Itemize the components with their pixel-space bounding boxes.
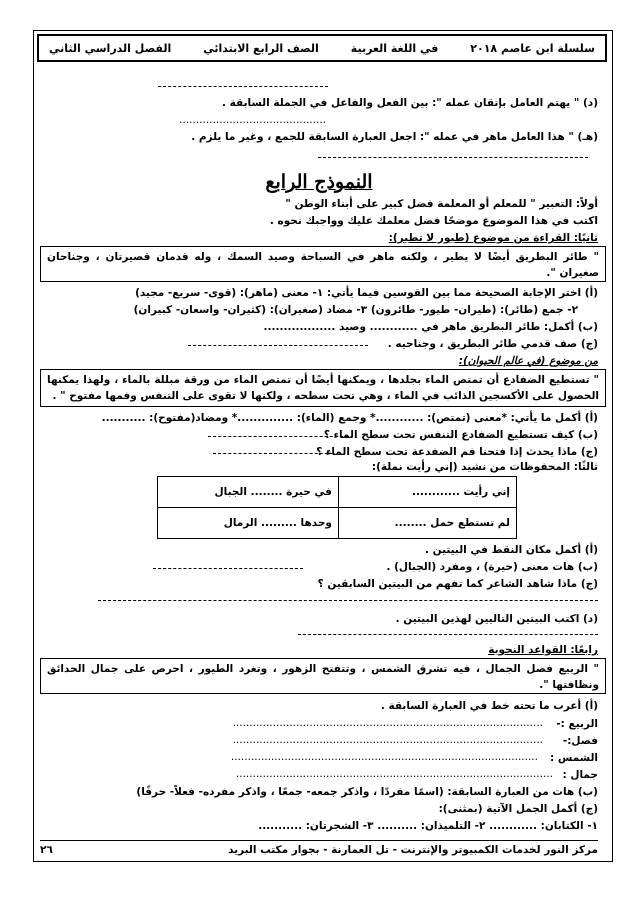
answer-line [318, 157, 588, 158]
memorization-heading: ثالثًا: المحفوظات من نشيد (إني رأيت نملة): [371, 461, 598, 473]
reading-question-c: (ج) صف قدمي طائر البطريق ، وجناحيه . [387, 338, 598, 350]
poem-table [157, 476, 517, 539]
reading-question-a2: ٢- جمع (طائر): (طيران- طيور- طائرون) ٣- مضاد (صغيران): (كثيران- واسعان- كبيران) [133, 304, 578, 316]
answer-line [98, 600, 598, 601]
poem-row [158, 477, 517, 508]
answer-line [158, 86, 328, 87]
page-header [37, 34, 607, 62]
poem-cell: لم تستطع حمل ........ [338, 508, 516, 539]
grammar-question-c: (ج) أكمل الجمل الآتية (بمثنى): [438, 803, 598, 815]
poem-cell: وحدها ......... الرمال [158, 508, 339, 539]
reading-passage-box: " طائر البطريق أيضًا لا يطير ، ولكنه ماهر في السباحة وصيد السمك ، وله قدمان قصيرتان ، وجناحان صغيران ". [40, 246, 606, 282]
grammar-question-c-items: ١- الكتابان: ............ ٢- التلميذان: .......... ٣- الشجرتان: ........... [258, 820, 598, 832]
frogs-question-a: (أ) أكمل ما يأتي: *معنى (تمتص): ............* وجمع (الماء): ..............* ومضاد(مفتوح): ........... [101, 412, 598, 424]
reading-question-b: (ب) أكمل: طائر البطريق ماهر في ............ وصيد .................. [263, 321, 598, 333]
question-h: (هـ) " هذا العامل ماهر في عمله ": اجعل العبارة السابقة للجمع ، وغير ما يلزم . [191, 131, 598, 143]
poem-cell: في حيرة ........ الجبال [158, 477, 339, 508]
model-title: النموذج الرابع [265, 171, 373, 193]
frogs-question-c: (ج) ماذا يحدث إذا فتحنا فم الضفدعة تحت سطح الماء ؟ [316, 446, 598, 458]
answer-dots: ............................................ [179, 114, 326, 126]
parse-item: الشمس : [550, 752, 598, 764]
answer-dots: ............................................................................................... [235, 768, 553, 780]
answer-dots: ............................................................................................. [232, 734, 543, 746]
question-d: (د) " يهتم العامل بإتقان عمله ": بين الفعل والفاعل في الجملة السابقة . [222, 97, 598, 109]
poem-question-b: (ب) هات معنى (حيرة) ، ومفرد (الجبال) . [386, 561, 598, 573]
expression-heading: أولاً: التعبير " للمعلم أو المعلمة فضل كبير على أبناء الوطن " [285, 198, 598, 210]
answer-dots: ............................................................................................. [232, 717, 543, 729]
frogs-passage-box: " تستطيع الضفادع أن تمتص الماء بجلدها ، ويمكنها أيضًا أن تمتص الماء من ورقة مبللة بالماء ، ولهذا يمكنها الحصول على الأكسجين الذائب في الماء ، وهي تحت سطحه ، ولكنها لا تقوى على التنفس وفمها مفتوح " . [40, 369, 606, 407]
animal-world-heading: من موضوع (في عالم الحيوان): [458, 355, 598, 367]
parse-item: فصل:- [562, 735, 598, 747]
grammar-question-b: (ب) هات من العبارة السابقة: (اسمًا مفردًا ، واذكر جمعه- جمعًا ، واذكر مفرده- فعلاً- حرفًا) [136, 786, 598, 798]
answer-line [208, 436, 348, 437]
subject-label: في اللغة العربية [350, 41, 439, 55]
answer-line [153, 568, 303, 569]
poem-question-c: (ج) ماذا شاهد الشاعر كما تفهم من البيتين السابقين ؟ [317, 578, 598, 590]
poem-row [158, 508, 517, 539]
grammar-heading: رابعًا: القواعد النحوية [488, 644, 598, 656]
expression-instruction: اكتب في هذا الموضوع موضحًا فضل معلمك عليك وواجبك نحوه . [269, 215, 598, 227]
reading-question-a: (أ) اختر الإجابة الصحيحة مما بين القوسين فيما يأتي: ١- معنى (ماهر): (قوى- سريع- مجيد) [135, 287, 598, 299]
answer-dots: ............................................................................................ [230, 751, 538, 763]
page-footer [40, 840, 598, 856]
poem-question-d: (د) اكتب البيتين التاليين لهذين البيتين . [395, 613, 598, 625]
frogs-question-b: (ب) كيف تستطيع الضفادع التنفس تحت سطح الماء ؟ [323, 429, 598, 441]
grammar-question-a: (أ) أعرب ما تحته خط في العبارة السابقة . [380, 700, 598, 712]
answer-line [298, 634, 598, 635]
term-label: الفصل الدراسي الثاني [49, 41, 172, 55]
poem-question-a: (أ) أكمل مكان النقط في البيتين . [424, 544, 598, 556]
grammar-passage-box: " الربيع فصل الجمال ، فيه تشرق الشمس ، وتتفتح الزهور ، وتغرد الطيور ، احرص على جمال الحدائق ونظافتها ". [40, 658, 606, 694]
poem-cell: إني رأيت ............ [338, 477, 516, 508]
parse-item: الربيع :- [556, 718, 598, 730]
series-label: سلسلة ابن عاصم ٢٠١٨ [470, 41, 595, 55]
page-number: ٢٦ [40, 844, 53, 856]
footer-credit: مركز النور لخدمات الكمبيوتر والإنترنت - تل العمارنة - بجوار مكتب البريد [228, 844, 598, 856]
answer-line [213, 453, 333, 454]
grade-label: الصف الرابع الابتدائي [203, 41, 319, 55]
reading-heading: ثانيًا: القراءة من موضوع (طيور لا تطير): [388, 232, 598, 244]
answer-line [188, 345, 368, 346]
parse-item: جمال : [562, 769, 598, 781]
